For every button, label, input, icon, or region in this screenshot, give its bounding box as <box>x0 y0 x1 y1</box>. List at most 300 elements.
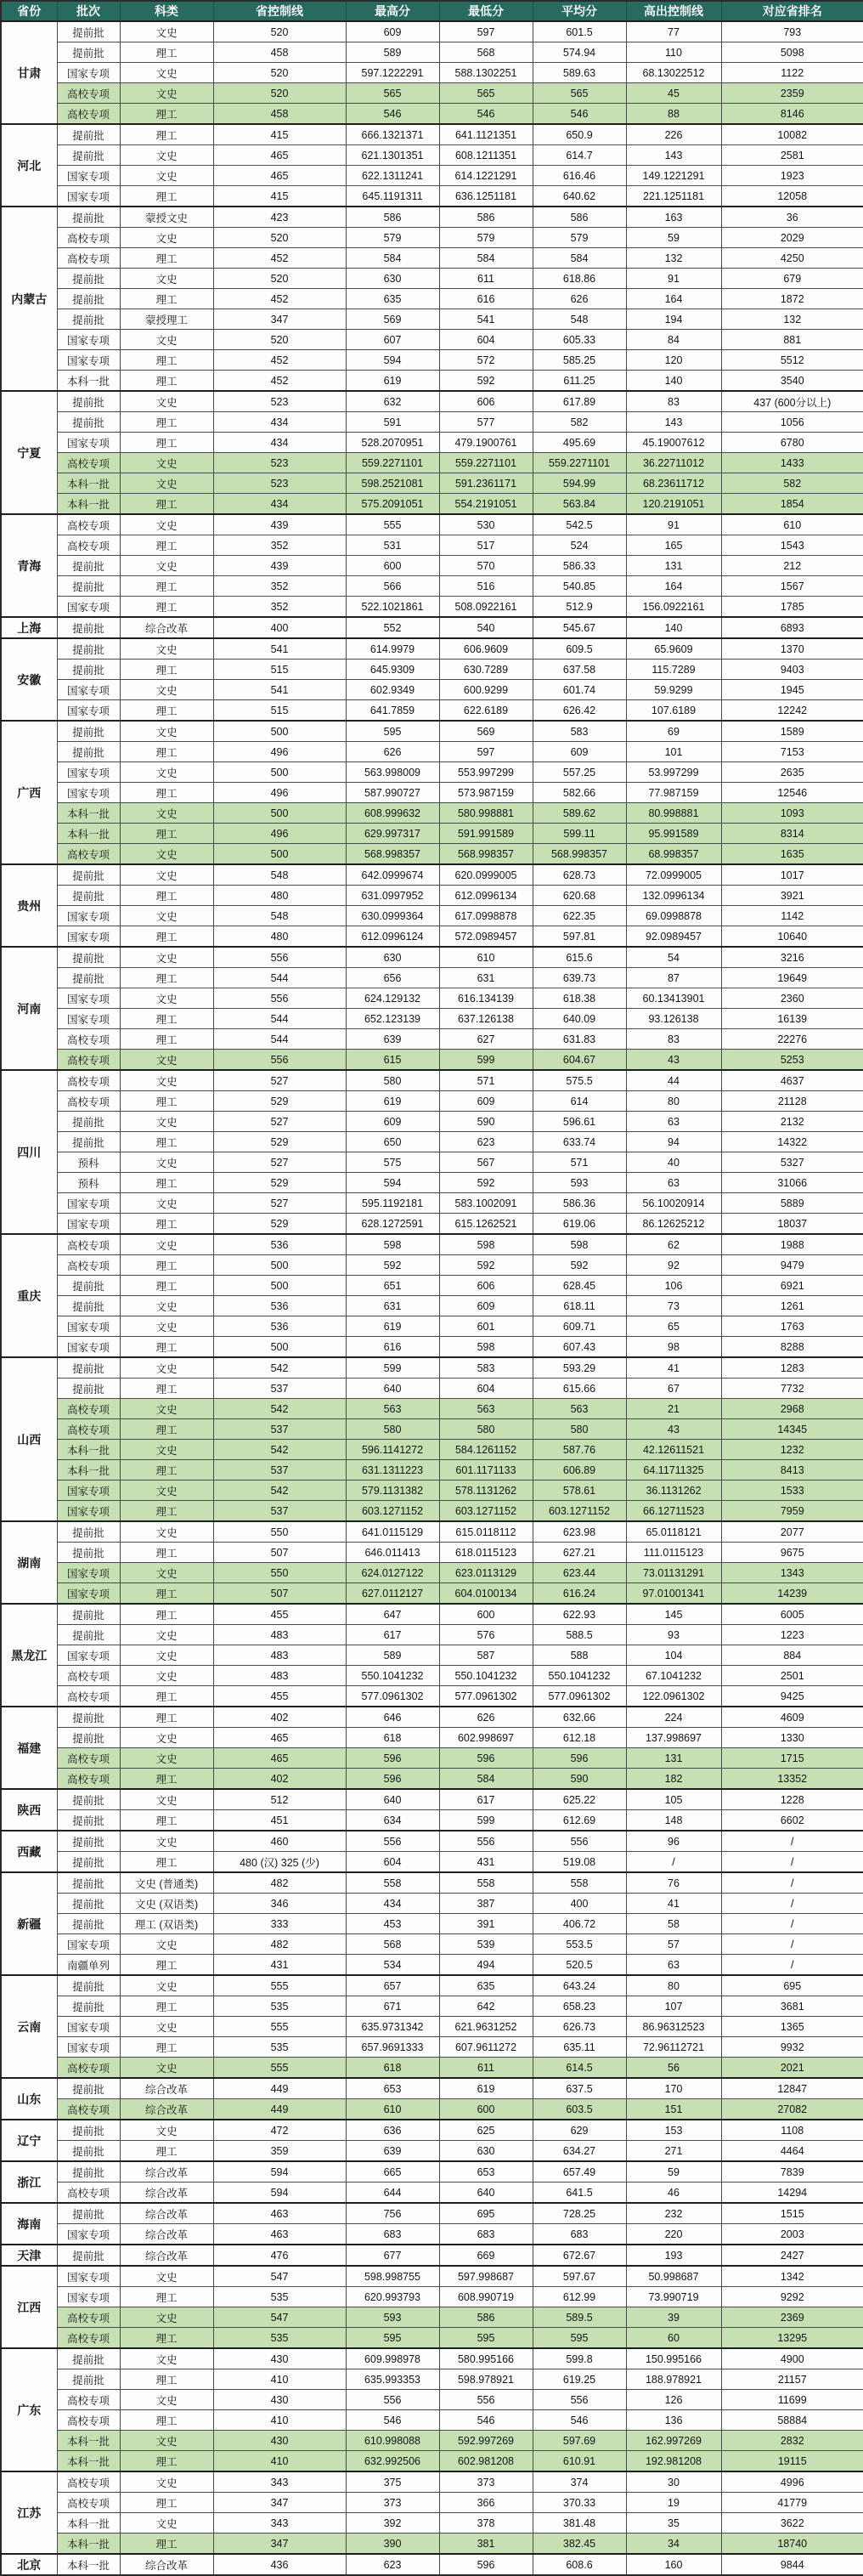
above-line-cell: 91 <box>626 269 721 289</box>
table-row <box>1 269 863 289</box>
min-score-cell: 596 <box>439 2554 533 2575</box>
province-rank-cell: 610 <box>721 514 863 535</box>
category-cell: 理工 <box>120 1379 213 1399</box>
control-line-cell: 529 <box>213 1091 346 1112</box>
min-score-cell: 607.9611272 <box>439 2037 533 2058</box>
table-row <box>1 2369 863 2390</box>
above-line-cell: 140 <box>626 371 721 392</box>
control-line-cell: 556 <box>213 1050 346 1071</box>
max-score-cell: 600 <box>346 556 439 576</box>
avg-score-cell: 626.42 <box>533 700 626 722</box>
above-line-cell: 76 <box>626 1872 721 1894</box>
min-score-cell: 554.2191051 <box>439 494 533 515</box>
province-rank-cell: 1567 <box>721 576 863 597</box>
avg-score-cell: 597.69 <box>533 2431 626 2451</box>
min-score-cell: 479.1900761 <box>439 433 533 453</box>
category-cell: 理工 <box>120 700 213 722</box>
province-rank-cell: 1543 <box>721 535 863 556</box>
category-cell: 文史 <box>120 1112 213 1132</box>
max-score-cell: 639 <box>346 1029 439 1050</box>
avg-score-cell: 588.5 <box>533 1625 626 1645</box>
max-score-cell: 630 <box>346 269 439 289</box>
batch-cell: 高校专项 <box>57 535 120 556</box>
max-score-cell: 628.1272591 <box>346 1214 439 1235</box>
min-score-cell: 596 <box>439 1748 533 1769</box>
min-score-cell: 494 <box>439 1955 533 1976</box>
category-cell: 文史 <box>120 1440 213 1460</box>
avg-score-cell: 589.62 <box>533 803 626 824</box>
control-line-cell: 500 <box>213 803 346 824</box>
category-cell: 理工 (双语类) <box>120 1914 213 1934</box>
province-rank-cell: 12546 <box>721 783 863 803</box>
control-line-cell: 410 <box>213 2369 346 2390</box>
table-row <box>1 1955 863 1976</box>
avg-score-cell: 587.76 <box>533 1440 626 1460</box>
min-score-cell: 576 <box>439 1625 533 1645</box>
category-cell: 理工 <box>120 1009 213 1029</box>
table-row <box>1 2099 863 2120</box>
max-score-cell: 595 <box>346 721 439 742</box>
avg-score-cell: 608.6 <box>533 2554 626 2575</box>
table-row <box>1 1379 863 1399</box>
control-line-cell: 496 <box>213 742 346 762</box>
above-line-cell: 153 <box>626 2120 721 2141</box>
category-cell: 理工 <box>120 371 213 392</box>
min-score-cell: 577 <box>439 412 533 433</box>
avg-score-cell: 598 <box>533 1234 626 1255</box>
control-line-cell: 556 <box>213 988 346 1009</box>
max-score-cell: 632.992506 <box>346 2451 439 2472</box>
avg-score-cell: 589.63 <box>533 63 626 83</box>
above-line-cell: 115.7289 <box>626 660 721 680</box>
max-score-cell: 616 <box>346 1337 439 1358</box>
category-cell: 理工 <box>120 1173 213 1193</box>
table-row <box>1 1583 863 1605</box>
avg-score-cell: 577.0961302 <box>533 1686 626 1707</box>
table-row <box>1 1707 863 1728</box>
max-score-cell: 565 <box>346 83 439 104</box>
table-row <box>1 350 863 371</box>
above-line-cell: 192.981208 <box>626 2451 721 2472</box>
above-line-cell: 69 <box>626 721 721 742</box>
above-line-cell: 107.6189 <box>626 700 721 722</box>
above-line-cell: 86.12625212 <box>626 1214 721 1235</box>
category-cell: 综合改革 <box>120 2161 213 2183</box>
min-score-cell: 669 <box>439 2245 533 2266</box>
province-cell: 山西 <box>1 1357 57 1521</box>
category-cell: 文史 <box>120 2348 213 2369</box>
min-score-cell: 598 <box>439 1234 533 1255</box>
control-line-cell: 410 <box>213 2451 346 2472</box>
min-score-cell: 577.0961302 <box>439 1686 533 1707</box>
batch-cell: 提前批 <box>57 1728 120 1748</box>
province-cell: 重庆 <box>1 1234 57 1357</box>
control-line-cell: 452 <box>213 248 346 269</box>
avg-score-cell: 582 <box>533 412 626 433</box>
category-cell: 文史 <box>120 1234 213 1255</box>
column-header: 省控制线 <box>213 1 346 21</box>
batch-cell: 提前批 <box>57 886 120 906</box>
avg-score-cell: 618.11 <box>533 1296 626 1316</box>
table-row <box>1 1480 863 1501</box>
control-line-cell: 436 <box>213 2554 346 2575</box>
province-rank-cell: 2021 <box>721 2058 863 2079</box>
control-line-cell: 535 <box>213 1996 346 2017</box>
header-row <box>1 1 863 21</box>
category-cell: 理工 <box>120 1996 213 2017</box>
table-row <box>1 947 863 968</box>
control-line-cell: 430 <box>213 2348 346 2369</box>
above-line-cell: 73.990719 <box>626 2287 721 2307</box>
control-line-cell: 423 <box>213 207 346 228</box>
province-rank-cell: 7839 <box>721 2161 863 2183</box>
province-rank-cell: 1872 <box>721 289 863 309</box>
province-rank-cell: 1635 <box>721 844 863 865</box>
min-score-cell: 615.0118112 <box>439 1521 533 1543</box>
table-row <box>1 2203 863 2224</box>
control-line-cell: 535 <box>213 2037 346 2058</box>
category-cell: 文史 <box>120 1934 213 1955</box>
control-line-cell: 537 <box>213 1379 346 1399</box>
table-row <box>1 1009 863 1029</box>
column-header: 高出控制线 <box>626 1 721 21</box>
max-score-cell: 614.9979 <box>346 638 439 660</box>
min-score-cell: 568 <box>439 42 533 63</box>
max-score-cell: 639 <box>346 2141 439 2162</box>
table-row <box>1 1029 863 1050</box>
max-score-cell: 596 <box>346 1748 439 1769</box>
above-line-cell: 140 <box>626 617 721 638</box>
province-rank-cell: / <box>721 1894 863 1914</box>
above-line-cell: 188.978921 <box>626 2369 721 2390</box>
avg-score-cell: 582.66 <box>533 783 626 803</box>
province-rank-cell: 1785 <box>721 597 863 618</box>
control-line-cell: 500 <box>213 1255 346 1276</box>
avg-score-cell: 607.43 <box>533 1337 626 1358</box>
avg-score-cell: 632.66 <box>533 1707 626 1728</box>
column-header: 省份 <box>1 1 57 21</box>
above-line-cell: 165 <box>626 535 721 556</box>
avg-score-cell: 558 <box>533 1872 626 1894</box>
category-cell: 文史 <box>120 228 213 248</box>
batch-cell: 提前批 <box>57 269 120 289</box>
category-cell: 理工 <box>120 2410 213 2431</box>
province-cell: 浙江 <box>1 2161 57 2203</box>
min-score-cell: 600 <box>439 1604 533 1625</box>
batch-cell: 提前批 <box>57 124 120 145</box>
above-line-cell: 143 <box>626 412 721 433</box>
avg-score-cell: 618.86 <box>533 269 626 289</box>
above-line-cell: 193 <box>626 2245 721 2266</box>
max-score-cell: 618 <box>346 2058 439 2079</box>
province-rank-cell: 1854 <box>721 494 863 515</box>
category-cell: 理工 <box>120 2534 213 2555</box>
table-row <box>1 597 863 618</box>
batch-cell: 高校专项 <box>57 1769 120 1790</box>
table-row <box>1 309 863 330</box>
max-score-cell: 622.1311241 <box>346 166 439 186</box>
avg-score-cell: 550.1041232 <box>533 1666 626 1686</box>
table-row <box>1 1645 863 1666</box>
table-row <box>1 1255 863 1276</box>
max-score-cell: 569 <box>346 309 439 330</box>
min-score-cell: 431 <box>439 1852 533 1873</box>
above-line-cell: 131 <box>626 556 721 576</box>
province-cell: 安徽 <box>1 638 57 721</box>
control-line-cell: 550 <box>213 1563 346 1583</box>
avg-score-cell: 610.91 <box>533 2451 626 2472</box>
province-rank-cell: 6780 <box>721 433 863 453</box>
max-score-cell: 634 <box>346 1810 439 1832</box>
table-row <box>1 83 863 104</box>
batch-cell: 国家专项 <box>57 2266 120 2287</box>
max-score-cell: 559.2271101 <box>346 453 439 473</box>
category-cell: 理工 <box>120 2328 213 2349</box>
min-score-cell: 614.1221291 <box>439 166 533 186</box>
above-line-cell: 45 <box>626 83 721 104</box>
max-score-cell: 644 <box>346 2183 439 2204</box>
min-score-cell: 559.2271101 <box>439 453 533 473</box>
max-score-cell: 641.0115129 <box>346 1521 439 1543</box>
avg-score-cell: 640.09 <box>533 1009 626 1029</box>
control-line-cell: 352 <box>213 535 346 556</box>
control-line-cell: 555 <box>213 2058 346 2079</box>
batch-cell: 提前批 <box>57 2203 120 2224</box>
province-rank-cell: 3622 <box>721 2513 863 2534</box>
avg-score-cell: 563 <box>533 1399 626 1419</box>
table-row <box>1 371 863 392</box>
province-rank-cell: 212 <box>721 556 863 576</box>
province-rank-cell: 679 <box>721 269 863 289</box>
control-line-cell: 527 <box>213 1112 346 1132</box>
above-line-cell: 92 <box>626 1255 721 1276</box>
above-line-cell: 65.0118121 <box>626 1521 721 1543</box>
avg-score-cell: 640.62 <box>533 186 626 207</box>
province-rank-cell: 884 <box>721 1645 863 1666</box>
control-line-cell: 542 <box>213 1440 346 1460</box>
avg-score-cell: 597.81 <box>533 926 626 948</box>
table-row <box>1 2493 863 2513</box>
max-score-cell: 534 <box>346 1955 439 1976</box>
province-cell: 西藏 <box>1 1831 57 1872</box>
table-row <box>1 2183 863 2204</box>
batch-cell: 国家专项 <box>57 433 120 453</box>
category-cell: 文史 <box>120 2058 213 2079</box>
max-score-cell: 555 <box>346 514 439 535</box>
control-line-cell: 452 <box>213 289 346 309</box>
province-rank-cell: 14322 <box>721 1132 863 1152</box>
max-score-cell: 635.9731342 <box>346 2017 439 2037</box>
control-line-cell: 527 <box>213 1070 346 1091</box>
category-cell: 文史 <box>120 1357 213 1379</box>
avg-score-cell: 574.94 <box>533 42 626 63</box>
control-line-cell: 455 <box>213 1686 346 1707</box>
above-line-cell: 132.0996134 <box>626 886 721 906</box>
above-line-cell: 106 <box>626 1276 721 1296</box>
max-score-cell: 629.997317 <box>346 824 439 844</box>
province-rank-cell: 19115 <box>721 2451 863 2472</box>
category-cell: 文史 <box>120 988 213 1009</box>
min-score-cell: 580 <box>439 1419 533 1440</box>
min-score-cell: 591.991589 <box>439 824 533 844</box>
max-score-cell: 617 <box>346 1625 439 1645</box>
above-line-cell: 68.998357 <box>626 844 721 865</box>
batch-cell: 提前批 <box>57 2141 120 2162</box>
max-score-cell: 619 <box>346 1091 439 1112</box>
above-line-cell: 93 <box>626 1625 721 1645</box>
province-rank-cell: 6893 <box>721 617 863 638</box>
batch-cell: 高校专项 <box>57 2493 120 2513</box>
max-score-cell: 603.1271152 <box>346 1501 439 1522</box>
category-cell: 文史 <box>120 166 213 186</box>
max-score-cell: 434 <box>346 1894 439 1914</box>
batch-cell: 提前批 <box>57 556 120 576</box>
control-line-cell: 535 <box>213 2328 346 2349</box>
control-line-cell: 520 <box>213 330 346 350</box>
province-rank-cell: 5889 <box>721 1193 863 1214</box>
category-cell: 理工 <box>120 1419 213 1440</box>
category-cell: 理工 <box>120 1604 213 1625</box>
table-row <box>1 494 863 515</box>
avg-score-cell: 519.08 <box>533 1852 626 1873</box>
above-line-cell: 164 <box>626 576 721 597</box>
min-score-cell: 373 <box>439 2471 533 2493</box>
province-rank-cell: 9403 <box>721 660 863 680</box>
min-score-cell: 516 <box>439 576 533 597</box>
table-row <box>1 1193 863 1214</box>
control-line-cell: 500 <box>213 762 346 783</box>
above-line-cell: 96 <box>626 1831 721 1852</box>
province-rank-cell: / <box>721 1955 863 1976</box>
table-row <box>1 2266 863 2287</box>
province-rank-cell: 31066 <box>721 1173 863 1193</box>
min-score-cell: 592 <box>439 1173 533 1193</box>
control-line-cell: 343 <box>213 2471 346 2493</box>
table-row <box>1 988 863 1009</box>
max-score-cell: 657 <box>346 1975 439 1996</box>
category-cell: 文史 <box>120 1296 213 1316</box>
above-line-cell: 44 <box>626 1070 721 1091</box>
control-line-cell: 463 <box>213 2203 346 2224</box>
batch-cell: 高校专项 <box>57 2471 120 2493</box>
min-score-cell: 695 <box>439 2203 533 2224</box>
above-line-cell: 136 <box>626 2410 721 2431</box>
table-row <box>1 1810 863 1832</box>
province-cell: 宁夏 <box>1 391 57 514</box>
category-cell: 综合改革 <box>120 2554 213 2575</box>
table-row <box>1 1975 863 1996</box>
province-rank-cell: 12847 <box>721 2078 863 2099</box>
province-cell: 辽宁 <box>1 2120 57 2161</box>
max-score-cell: 556 <box>346 2390 439 2410</box>
above-line-cell: 68.13022512 <box>626 63 721 83</box>
province-rank-cell: 9844 <box>721 2554 863 2575</box>
category-cell: 文史 <box>120 2307 213 2328</box>
above-line-cell: 42.12611521 <box>626 1440 721 1460</box>
above-line-cell: 73 <box>626 1296 721 1316</box>
above-line-cell: 54 <box>626 947 721 968</box>
province-rank-cell: 58884 <box>721 2410 863 2431</box>
table-row <box>1 2245 863 2266</box>
category-cell: 理工 <box>120 597 213 618</box>
category-cell: 理工 <box>120 1769 213 1790</box>
min-score-cell: 387 <box>439 1894 533 1914</box>
table-row <box>1 2410 863 2431</box>
category-cell: 文史 <box>120 1666 213 1686</box>
above-line-cell: 63 <box>626 1173 721 1193</box>
max-score-cell: 552 <box>346 617 439 638</box>
table-row <box>1 1852 863 1873</box>
above-line-cell: 110 <box>626 42 721 63</box>
province-cell: 北京 <box>1 2554 57 2575</box>
category-cell: 理工 <box>120 2369 213 2390</box>
max-score-cell: 756 <box>346 2203 439 2224</box>
batch-cell: 国家专项 <box>57 2287 120 2307</box>
table-row <box>1 2078 863 2099</box>
max-score-cell: 375 <box>346 2471 439 2493</box>
province-rank-cell: / <box>721 1934 863 1955</box>
control-line-cell: 415 <box>213 186 346 207</box>
max-score-cell: 589 <box>346 1645 439 1666</box>
category-cell: 文史 <box>120 2513 213 2534</box>
province-rank-cell: 2132 <box>721 1112 863 1132</box>
min-score-cell: 620.0999005 <box>439 864 533 886</box>
avg-score-cell: 626 <box>533 289 626 309</box>
table-row <box>1 1112 863 1132</box>
province-rank-cell: 1228 <box>721 1789 863 1810</box>
batch-cell: 提前批 <box>57 207 120 228</box>
batch-cell: 本科一批 <box>57 2431 120 2451</box>
batch-cell: 国家专项 <box>57 783 120 803</box>
table-row <box>1 514 863 535</box>
max-score-cell: 647 <box>346 1604 439 1625</box>
max-score-cell: 626 <box>346 742 439 762</box>
control-line-cell: 523 <box>213 473 346 494</box>
control-line-cell: 346 <box>213 1894 346 1914</box>
max-score-cell: 609 <box>346 1112 439 1132</box>
max-score-cell: 577.0961302 <box>346 1686 439 1707</box>
batch-cell: 本科一批 <box>57 494 120 515</box>
control-line-cell: 402 <box>213 1707 346 1728</box>
min-score-cell: 517 <box>439 535 533 556</box>
table-row <box>1 391 863 412</box>
avg-score-cell: 611.25 <box>533 371 626 392</box>
avg-score-cell: 616.46 <box>533 166 626 186</box>
batch-cell: 国家专项 <box>57 1563 120 1583</box>
max-score-cell: 566 <box>346 576 439 597</box>
province-rank-cell: 1715 <box>721 1748 863 1769</box>
control-line-cell: 507 <box>213 1543 346 1563</box>
table-row <box>1 1501 863 1522</box>
batch-cell: 国家专项 <box>57 597 120 618</box>
batch-cell: 提前批 <box>57 1112 120 1132</box>
table-row <box>1 1686 863 1707</box>
max-score-cell: 630 <box>346 947 439 968</box>
control-line-cell: 515 <box>213 660 346 680</box>
batch-cell: 本科一批 <box>57 2554 120 2575</box>
batch-cell: 国家专项 <box>57 906 120 926</box>
avg-score-cell: 565 <box>533 83 626 104</box>
max-score-cell: 579 <box>346 228 439 248</box>
table-row <box>1 1666 863 1686</box>
table-body <box>1 21 863 2575</box>
category-cell: 蒙授理工 <box>120 309 213 330</box>
max-score-cell: 599 <box>346 1357 439 1379</box>
batch-cell: 预科 <box>57 1152 120 1173</box>
table-row <box>1 207 863 228</box>
max-score-cell: 575.2091051 <box>346 494 439 515</box>
category-cell: 理工 <box>120 1460 213 1480</box>
